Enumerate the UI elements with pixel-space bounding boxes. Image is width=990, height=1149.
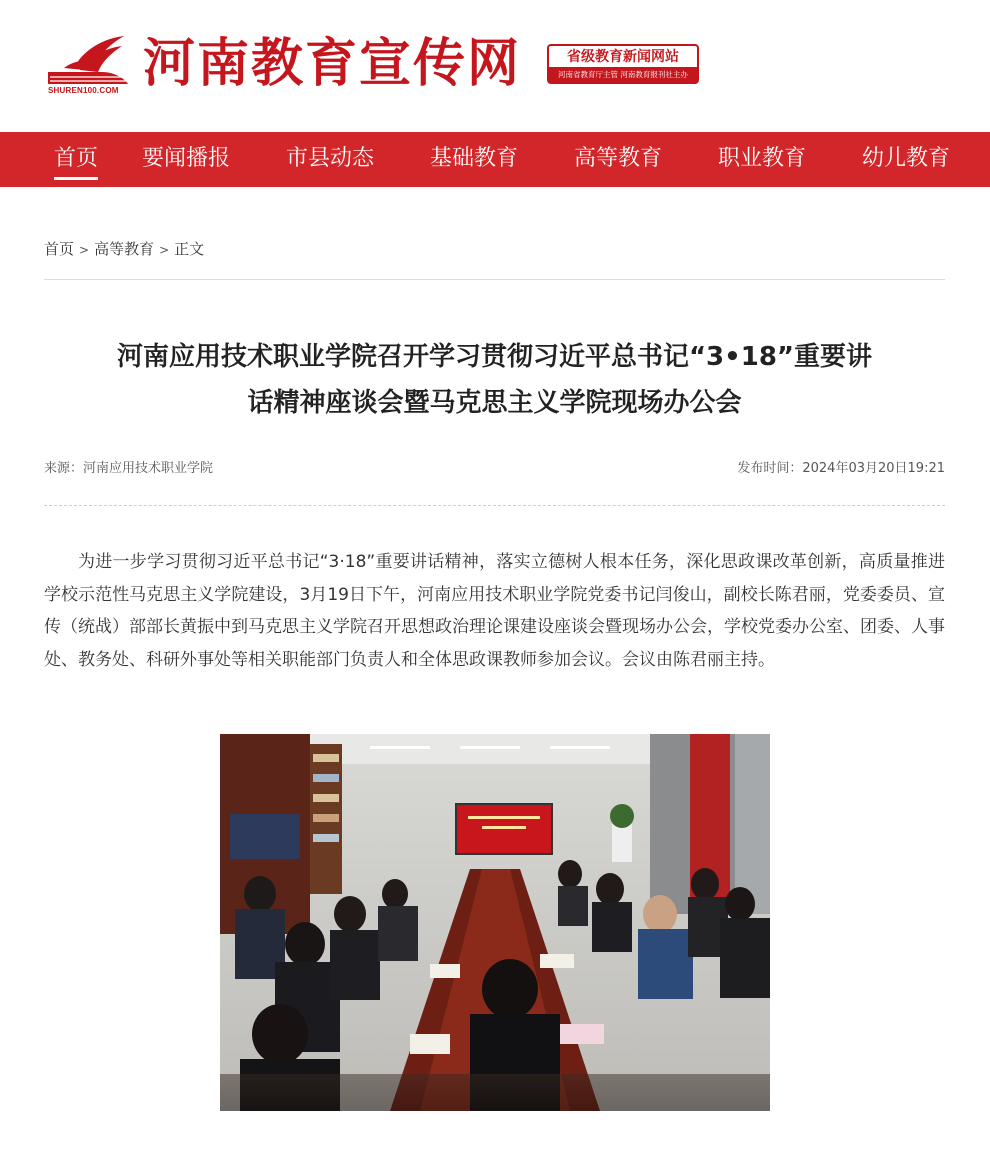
breadcrumb-separator: > (79, 243, 90, 257)
nav-item-home[interactable]: 首页 (54, 132, 98, 187)
article-paragraph: 为进一步学习贯彻习近平总书记“3·18”重要讲话精神，落实立德树人根本任务，深化思政课改革创新，高质量推进学校示范性马克思主义学院建设，3月19日下午，河南应用技术职业学院党委书记闫俊山，副校长陈君丽，党委委员、宣传（统战）部部长黄振中到马克思主义学院召开思想政治理论课建设座谈会暨现场办公会，学校党委办公室、团委、人事处、教务处、科研外事处等相关职能部门负责人和全体思政课教师参加会议。会议由陈君丽主持。 (44, 552, 945, 670)
article-title-line: 话精神座谈会暨马克思主义学院现场办公会 (247, 388, 742, 418)
badge-title: 省级教育新闻网站 (567, 49, 679, 65)
article-source: 来源：河南应用技术职业学院 (44, 461, 214, 476)
nav-item-vocational-education[interactable]: 职业教育 (718, 146, 807, 171)
meeting-photo (220, 734, 770, 1111)
logo-domain: SHUREN100.COM (48, 86, 119, 95)
provincial-news-badge (547, 44, 699, 84)
nav-item-preschool-education[interactable]: 幼儿教育 (862, 146, 951, 171)
nav-item-basic-education[interactable]: 基础教育 (430, 146, 519, 171)
divider (44, 505, 945, 506)
badge-subtitle: 河南省教育厅主管 河南教育报刊社主办 (549, 67, 697, 82)
main-nav (0, 132, 990, 187)
nav-item-higher-education[interactable]: 高等教育 (574, 146, 663, 171)
breadcrumb-current: 正文 (174, 240, 205, 258)
nav-item-headlines[interactable]: 要闻播报 (142, 146, 231, 171)
site-header (0, 0, 990, 132)
article-title (44, 334, 945, 426)
article-title-line: 河南应用技术职业学院召开学习贯彻习近平总书记“3•18”重要讲 (116, 342, 873, 372)
breadcrumb (44, 238, 204, 261)
divider (44, 279, 945, 280)
breadcrumb-separator: > (159, 243, 170, 257)
site-title[interactable]: 河南教育宣传网 (143, 33, 522, 94)
breadcrumb-higher-education[interactable]: 高等教育 (94, 240, 155, 258)
nav-item-city-county[interactable]: 市县动态 (286, 146, 375, 171)
article-publish-time: 发布时间：2024年03月20日19:21 (737, 461, 945, 476)
breadcrumb-home[interactable]: 首页 (44, 240, 75, 258)
